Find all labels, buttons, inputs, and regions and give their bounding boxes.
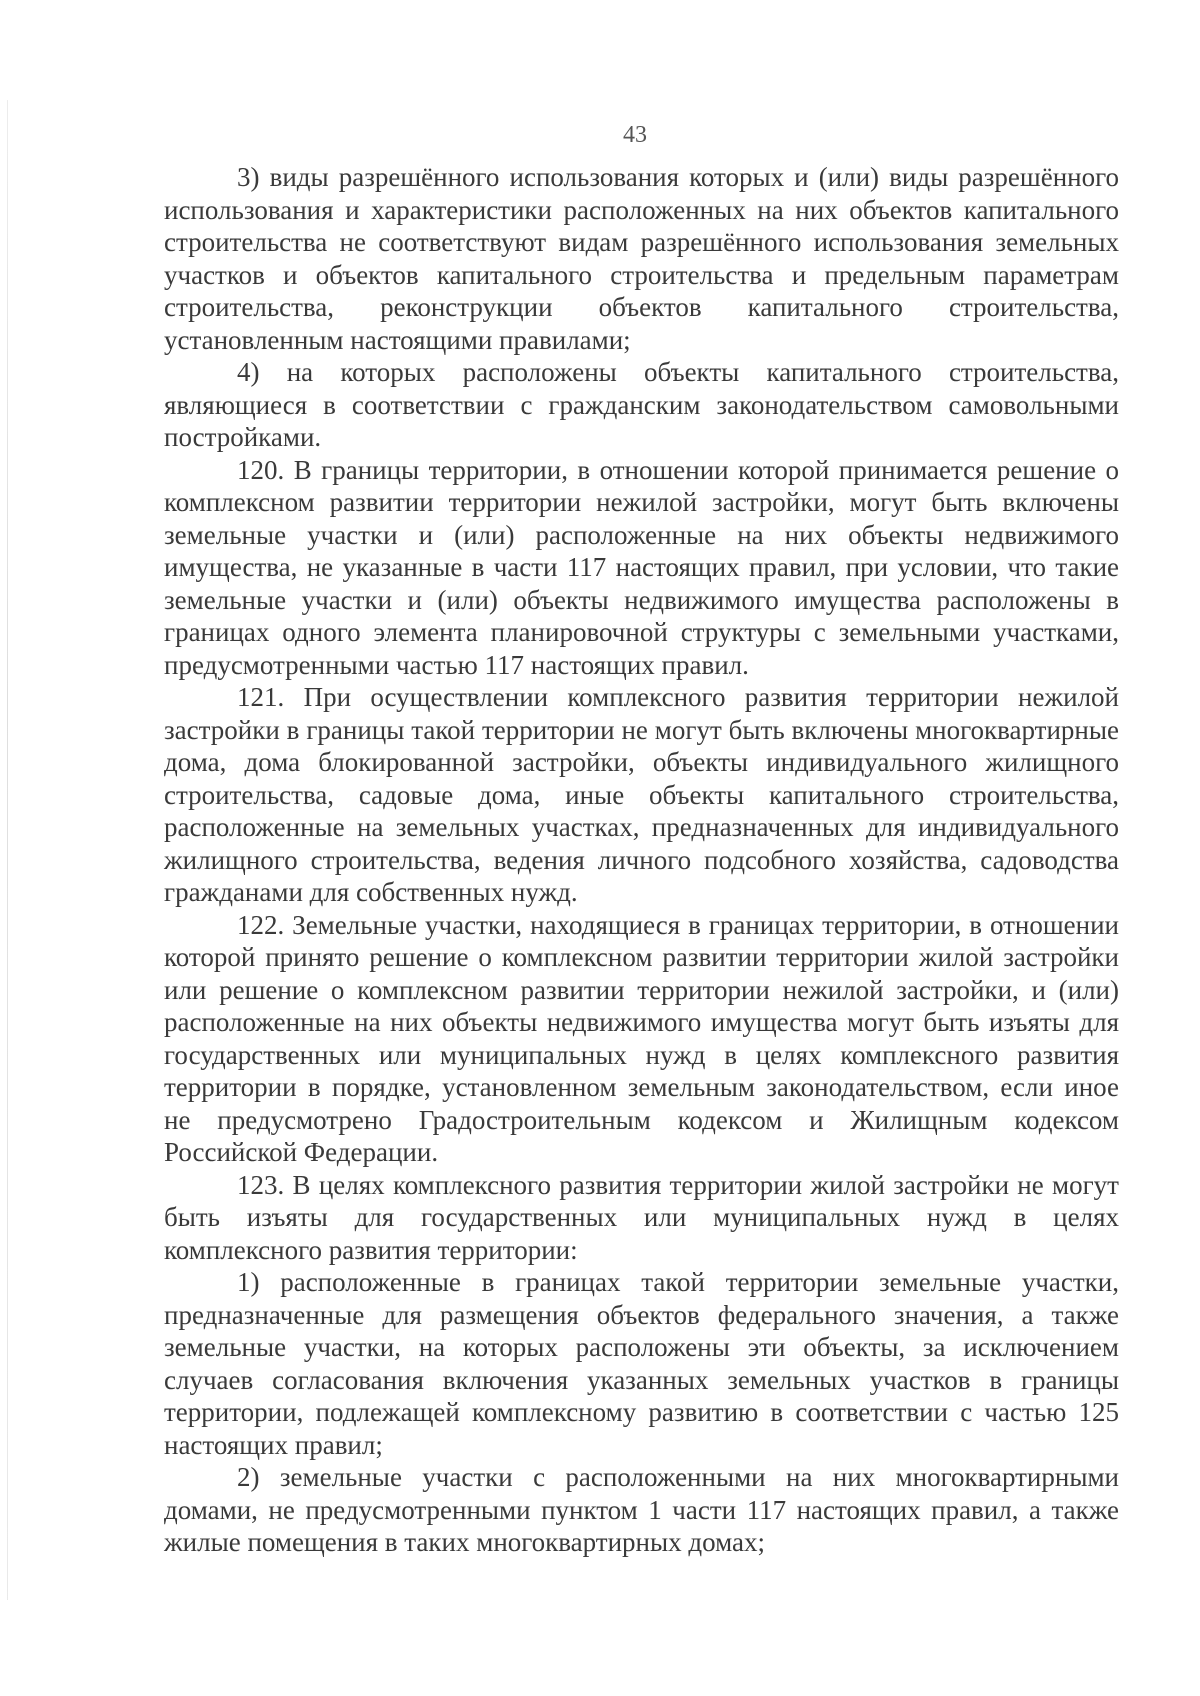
paragraph-122: 122. Земельные участки, находящиеся в границах территории, в отношении которой принято решение о комплексном развитии территории жилой застройки или решение о комплексном развитии территории нежилой застройки, и (или) расположенные на них объекты недвижимого имущества могут быть изъяты для государственных или муниципальных нужд в целях комплексного развития территории в порядке, установленном земельным законодательством, если иное не предусмотрено Градостроительным кодексом и Жилищным кодексом Российской Федерации. (164, 909, 1119, 1167)
paragraph-123-item-2: 2) земельные участки с расположенными на них многоквартирными домами, не предусмотренными пунктом 1 части 117 настоящих правил, а также жилые помещения в таких многоквартирных домах; (164, 1462, 1119, 1557)
paragraph-123: 123. В целях комплексного развития территории жилой застройки не могут быть изъяты для государственных или муниципальных нужд в целях комплексного развития территории: (164, 1169, 1119, 1265)
paragraph-121: 121. При осуществлении комплексного развития территории нежилой застройки в границы такой территории не могут быть включены многоквартирные дома, дома блокированной застройки, объекты индивидуального жилищного строительства, садовые дома, иные объекты капитального строительства, расположенные на земельных участках, предназначенных для индивидуального жилищного строительства, ведения личного подсобного хозяйства, садоводства гражданами для собственных нужд. (164, 682, 1119, 907)
paragraph-123-item-1: 1) расположенные в границах такой территории земельные участки, предназначенные для размещения объектов федерального значения, а также земельные участки, на которых расположены эти объекты, за исключением случаев согласования включения указанных земельных участков в границы территории, подлежащей комплексному развитию в соответствии с частью 125 настоящих правил; (164, 1267, 1119, 1460)
paragraph-item-3: 3) виды разрешённого использования которых и (или) виды разрешённого использования и характеристики расположенных на них объектов капитального строительства не соответствуют видам разрешённого использования земельных участков и объектов капитального строительства и предельным параметрам строительства, реконструкции объектов капитального строительства, установленным настоящими правилами; (164, 162, 1119, 355)
paragraph-item-4: 4) на которых расположены объекты капитального строительства, являющиеся в соответствии с гражданским законодательством самовольными постройками. (164, 357, 1119, 452)
page-number: 43 (623, 122, 647, 148)
scan-edge-line (7, 100, 8, 1600)
document-body (164, 161, 1119, 1559)
paragraph-120: 120. В границы территории, в отношении которой принимается решение о комплексном развитии территории нежилой застройки, могут быть включены земельные участки и (или) расположенные на них объекты недвижимого имущества, не указанные в части 117 настоящих правил, при условии, что такие земельные участки и (или) объекты недвижимого имущества расположены в границах одного элемента планировочной структуры с земельными участками, предусмотренными частью 117 настоящих правил. (164, 454, 1119, 680)
